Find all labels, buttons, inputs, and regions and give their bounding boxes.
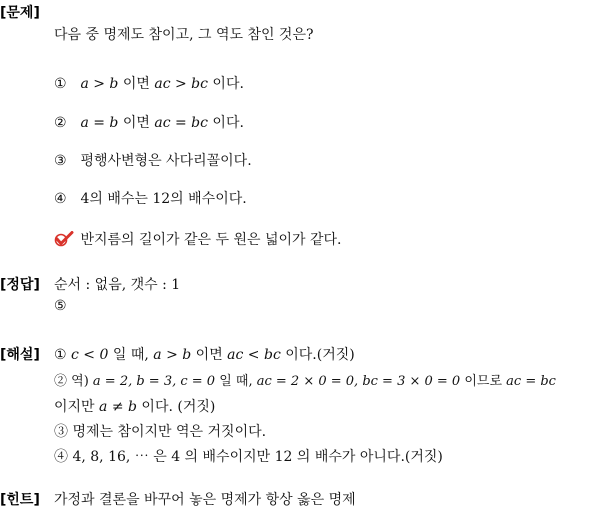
option-3[interactable] <box>54 150 252 170</box>
explanation-text: 이지만 <box>54 399 100 415</box>
option-text: 이면 <box>118 76 155 92</box>
option-text: 이다. <box>207 115 244 131</box>
explanation-math: a = 2, b = 3, c = 0 <box>92 374 216 389</box>
answer-meta: 순서 : 없음, 갯수 : 1 <box>54 277 181 293</box>
checkmark-icon <box>54 231 76 251</box>
option-math: a > b <box>80 76 119 92</box>
explanation-math: ac = 2 × 0 = 0, bc = 3 × 0 = 0 <box>256 374 461 389</box>
option-number: ② <box>54 115 67 131</box>
explanation-line-5: ④ 4, 8, 16, ⋯ 은 4 의 배수이지만 12 의 배수가 아니다.(거짓) <box>54 449 443 465</box>
hint-text: 가정과 결론을 바꾸어 놓은 명제가 항상 옳은 명제 <box>54 492 356 508</box>
explanation-text: 이면 <box>191 347 228 363</box>
explanation-line-2 <box>54 370 556 389</box>
section-label-explanation: [해설] <box>0 347 40 363</box>
explanation-math: ac = bc <box>506 374 556 389</box>
option-4[interactable] <box>54 188 247 208</box>
option-text: 이면 <box>118 115 155 131</box>
option-text: 평행사변형은 사다리꼴이다. <box>80 153 252 169</box>
explanation-text: 일 때, <box>215 374 257 389</box>
explanation-text: 일 때, <box>108 347 154 363</box>
option-5[interactable] <box>54 229 342 251</box>
option-text: 반지름의 길이가 같은 두 원은 넓이가 같다. <box>80 232 342 248</box>
option-number: ① <box>54 76 67 92</box>
section-label-problem: [문제] <box>0 5 40 21</box>
explanation-math: ac < bc <box>227 347 281 363</box>
option-math: ac = bc <box>154 115 208 131</box>
section-label-answer: [정답] <box>0 277 40 293</box>
explanation-math: a ≠ b <box>99 399 137 415</box>
explanation-line-3 <box>54 396 215 416</box>
explanation-text: ① <box>54 347 72 363</box>
explanation-text: 이다. (거짓) <box>136 399 216 415</box>
option-1[interactable] <box>54 73 244 93</box>
section-label-hint: [힌트] <box>0 492 40 508</box>
option-number: ④ <box>54 191 67 207</box>
explanation-math: a > b <box>153 347 192 363</box>
answer-value: ⑤ <box>54 298 67 314</box>
option-math: a = b <box>80 115 119 131</box>
explanation-line-1 <box>54 344 355 364</box>
explanation-text: 이므로 <box>460 374 507 389</box>
option-2[interactable] <box>54 112 244 132</box>
option-text: 이다. <box>207 76 244 92</box>
explanation-text: 이다.(거짓) <box>280 347 355 363</box>
option-math: ac > bc <box>154 76 208 92</box>
option-number: ③ <box>54 153 67 169</box>
explanation-math: c < 0 <box>71 347 109 363</box>
explanation-text: ② 역) <box>54 374 93 389</box>
option-text: 4의 배수는 12의 배수이다. <box>80 191 247 207</box>
question-text: 다음 중 명제도 참이고, 그 역도 참인 것은? <box>54 27 314 43</box>
explanation-line-4: ③ 명제는 참이지만 역은 거짓이다. <box>54 424 267 440</box>
